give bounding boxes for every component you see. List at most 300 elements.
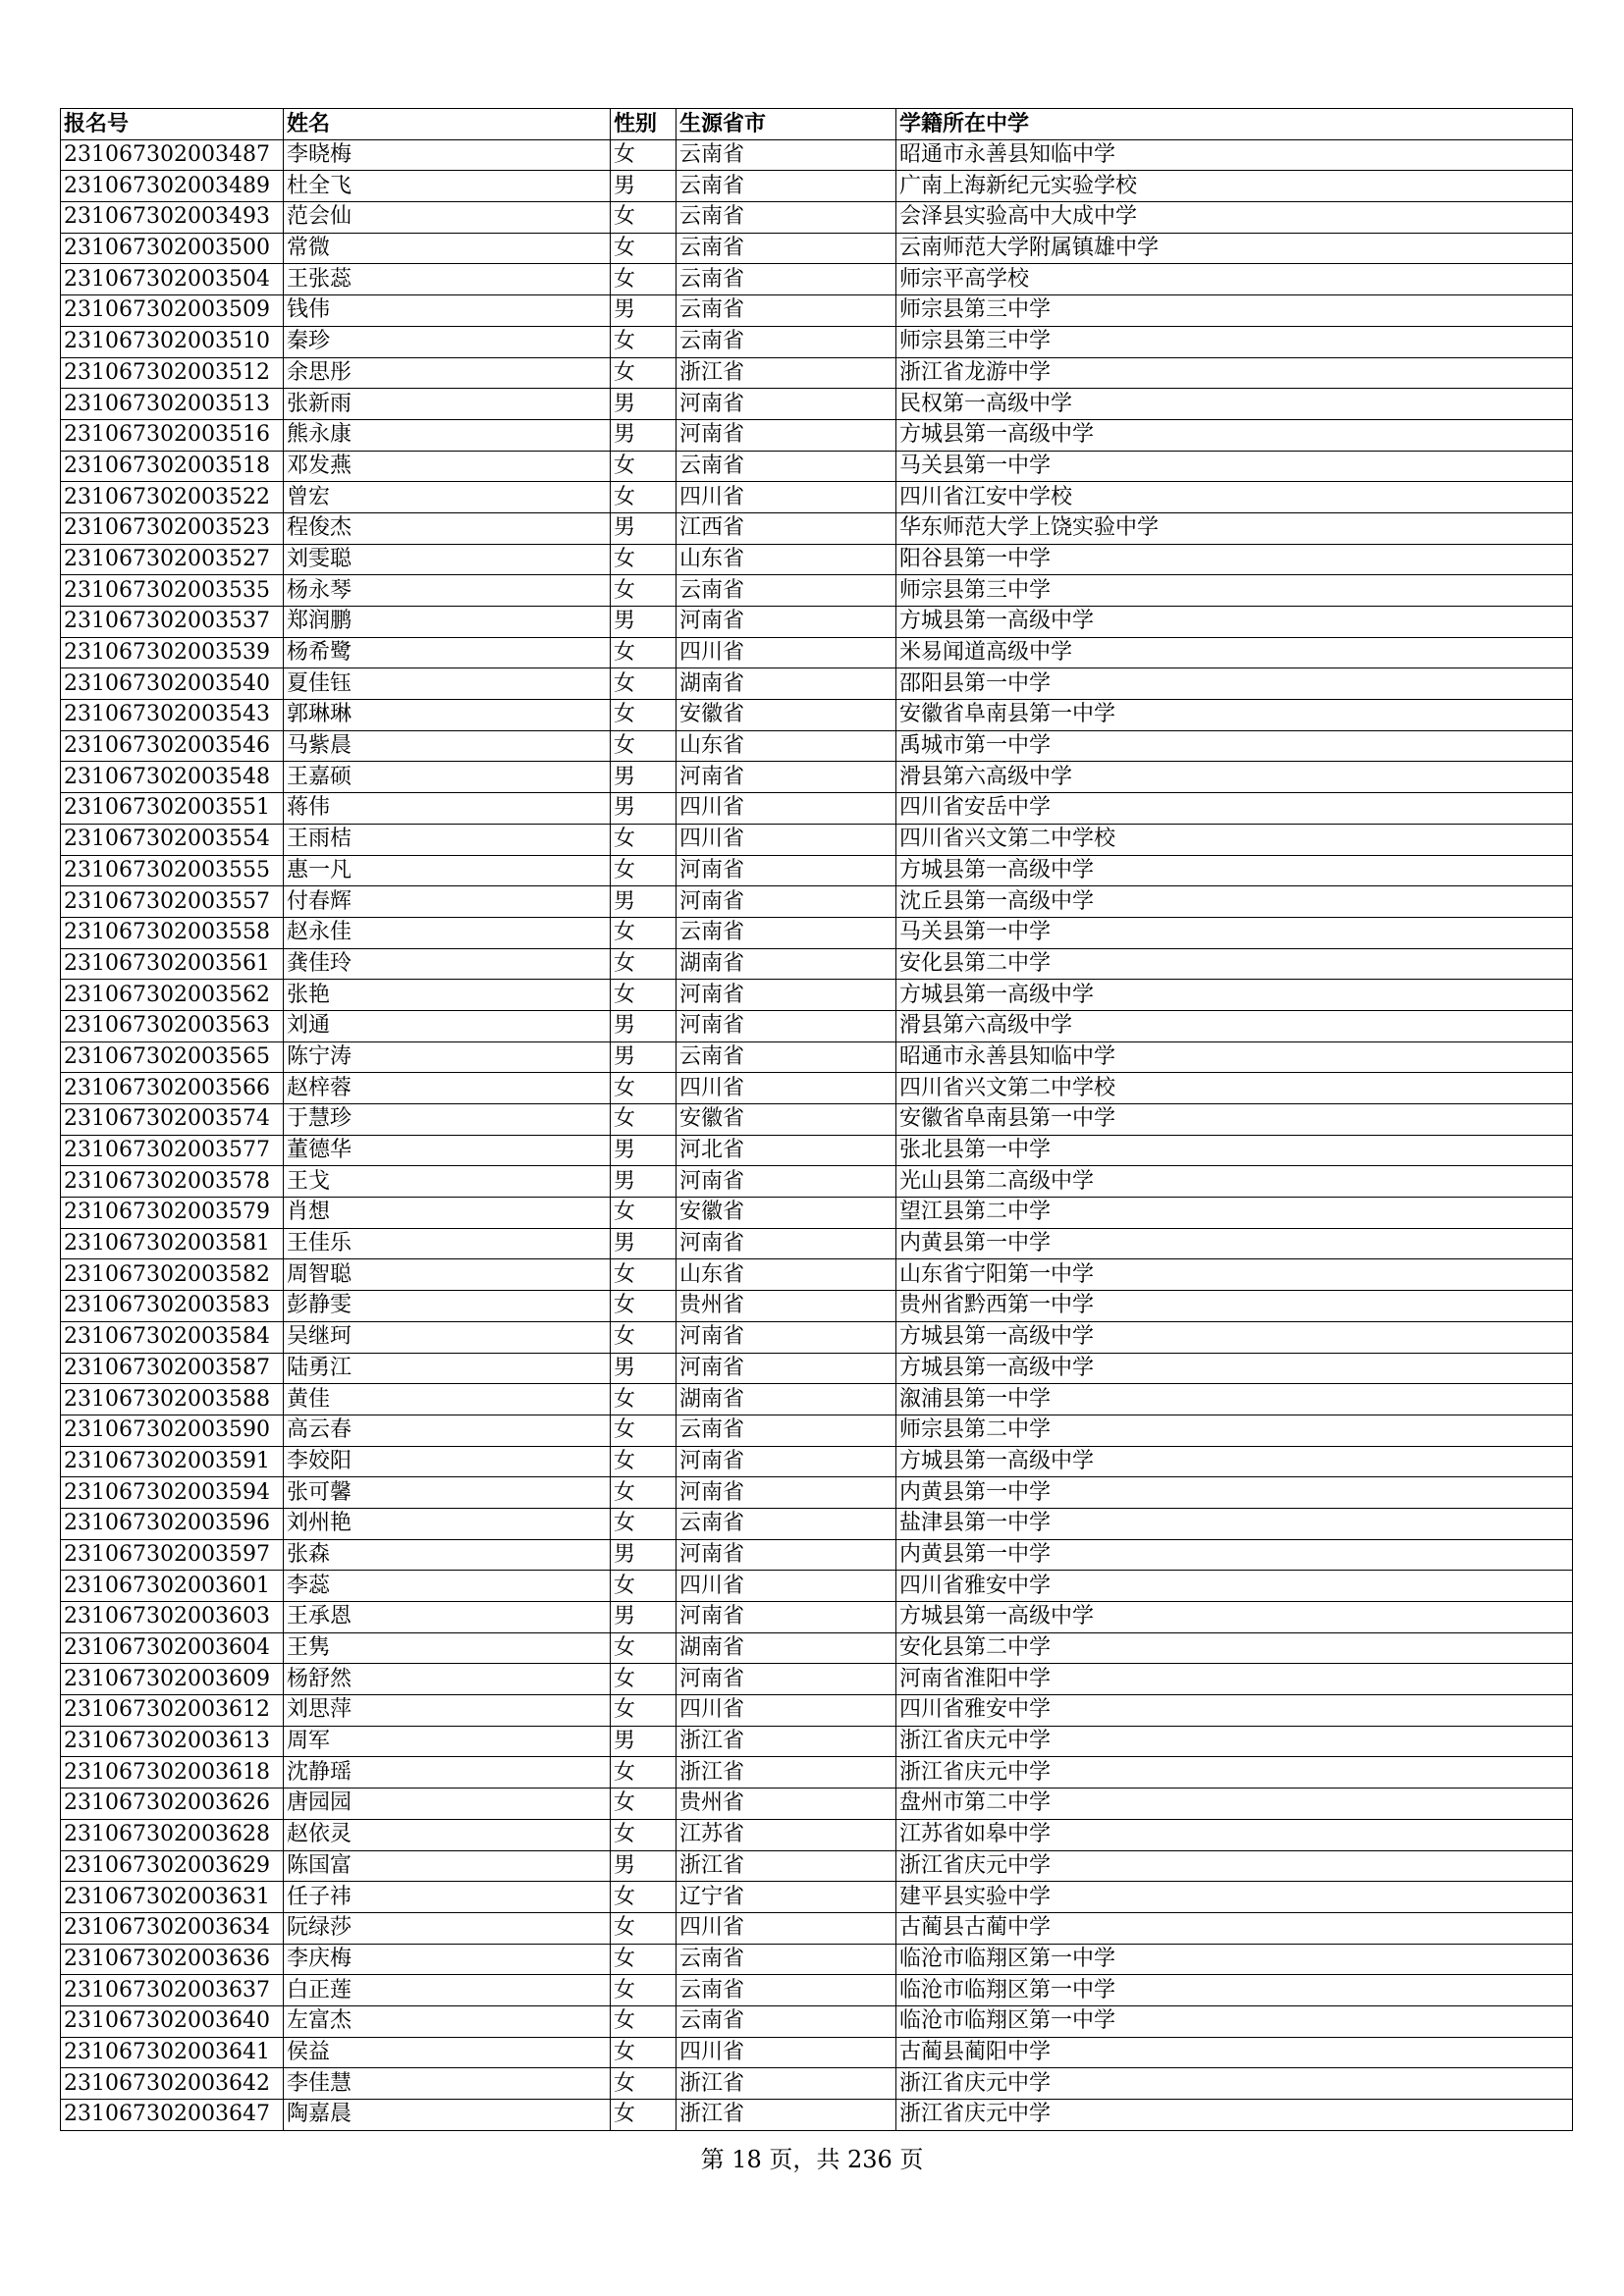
cell-province: 贵州省 xyxy=(677,1789,896,1820)
cell-gender: 女 xyxy=(611,2037,677,2068)
cell-registration-no: 231067302003590 xyxy=(61,1415,284,1446)
cell-registration-no: 231067302003504 xyxy=(61,264,284,295)
table-body xyxy=(61,139,1573,2130)
cell-province: 河南省 xyxy=(677,980,896,1011)
cell-school: 望江县第二中学 xyxy=(896,1198,1573,1229)
cell-name: 郭琳琳 xyxy=(284,700,611,731)
cell-name: 陶嘉晨 xyxy=(284,2100,611,2131)
cell-province: 湖南省 xyxy=(677,1384,896,1415)
cell-gender: 女 xyxy=(611,1477,677,1509)
cell-name: 左富杰 xyxy=(284,2005,611,2037)
cell-gender: 男 xyxy=(611,886,677,918)
cell-registration-no: 231067302003631 xyxy=(61,1882,284,1913)
cell-registration-no: 231067302003583 xyxy=(61,1291,284,1322)
cell-registration-no: 231067302003523 xyxy=(61,512,284,544)
cell-registration-no: 231067302003612 xyxy=(61,1695,284,1727)
cell-school: 方城县第一高级中学 xyxy=(896,1446,1573,1477)
cell-gender: 女 xyxy=(611,1944,677,1975)
cell-name: 惠一凡 xyxy=(284,855,611,886)
cell-gender: 女 xyxy=(611,2100,677,2131)
table-row xyxy=(61,668,1573,700)
cell-registration-no: 231067302003603 xyxy=(61,1602,284,1633)
cell-gender: 男 xyxy=(611,512,677,544)
cell-province: 河南省 xyxy=(677,1353,896,1384)
cell-province: 四川省 xyxy=(677,1695,896,1727)
cell-name: 陆勇江 xyxy=(284,1353,611,1384)
table-row xyxy=(61,1477,1573,1509)
cell-province: 四川省 xyxy=(677,1073,896,1104)
cell-school: 方城县第一高级中学 xyxy=(896,855,1573,886)
cell-name: 周智聪 xyxy=(284,1259,611,1291)
cell-province: 河南省 xyxy=(677,1446,896,1477)
cell-registration-no: 231067302003596 xyxy=(61,1508,284,1539)
cell-gender: 男 xyxy=(611,1726,677,1757)
cell-name: 刘通 xyxy=(284,1010,611,1041)
cell-province: 河南省 xyxy=(677,607,896,638)
cell-gender: 女 xyxy=(611,917,677,948)
cell-name: 程俊杰 xyxy=(284,512,611,544)
cell-school: 方城县第一高级中学 xyxy=(896,1321,1573,1353)
cell-name: 李蕊 xyxy=(284,1571,611,1602)
cell-registration-no: 231067302003597 xyxy=(61,1539,284,1571)
cell-school: 米易闻道高级中学 xyxy=(896,637,1573,668)
cell-province: 云南省 xyxy=(677,264,896,295)
cell-registration-no: 231067302003543 xyxy=(61,700,284,731)
cell-province: 河南省 xyxy=(677,419,896,451)
cell-province: 山东省 xyxy=(677,730,896,762)
cell-province: 浙江省 xyxy=(677,1850,896,1882)
cell-name: 杜全飞 xyxy=(284,171,611,202)
cell-name: 刘思萍 xyxy=(284,1695,611,1727)
cell-province: 四川省 xyxy=(677,1571,896,1602)
cell-registration-no: 231067302003647 xyxy=(61,2100,284,2131)
cell-school: 溆浦县第一中学 xyxy=(896,1384,1573,1415)
cell-province: 河南省 xyxy=(677,389,896,420)
cell-gender: 男 xyxy=(611,1166,677,1198)
cell-name: 王佳乐 xyxy=(284,1228,611,1259)
cell-gender: 女 xyxy=(611,1508,677,1539)
cell-name: 范会仙 xyxy=(284,202,611,234)
cell-name: 王隽 xyxy=(284,1632,611,1664)
cell-school: 临沧市临翔区第一中学 xyxy=(896,1975,1573,2006)
cell-gender: 女 xyxy=(611,264,677,295)
table-row xyxy=(61,1259,1573,1291)
table-row xyxy=(61,1539,1573,1571)
cell-province: 云南省 xyxy=(677,451,896,482)
cell-name: 刘州艳 xyxy=(284,1508,611,1539)
cell-registration-no: 231067302003594 xyxy=(61,1477,284,1509)
header-province: 生源省市 xyxy=(677,109,896,140)
cell-name: 马紫晨 xyxy=(284,730,611,762)
cell-name: 李庆梅 xyxy=(284,1944,611,1975)
cell-gender: 男 xyxy=(611,607,677,638)
cell-province: 江苏省 xyxy=(677,1819,896,1850)
cell-school: 临沧市临翔区第一中学 xyxy=(896,2005,1573,2037)
cell-school: 浙江省庆元中学 xyxy=(896,1757,1573,1789)
cell-registration-no: 231067302003609 xyxy=(61,1664,284,1695)
cell-name: 熊永康 xyxy=(284,419,611,451)
table-row xyxy=(61,295,1573,327)
cell-school: 四川省兴文第二中学校 xyxy=(896,1073,1573,1104)
cell-name: 王张蕊 xyxy=(284,264,611,295)
table-row xyxy=(61,139,1573,171)
cell-gender: 男 xyxy=(611,419,677,451)
table-row xyxy=(61,171,1573,202)
table-row xyxy=(61,637,1573,668)
cell-province: 四川省 xyxy=(677,2037,896,2068)
cell-registration-no: 231067302003509 xyxy=(61,295,284,327)
cell-gender: 女 xyxy=(611,1757,677,1789)
cell-school: 邵阳县第一中学 xyxy=(896,668,1573,700)
table-row xyxy=(61,700,1573,731)
cell-school: 马关县第一中学 xyxy=(896,451,1573,482)
cell-province: 河南省 xyxy=(677,1010,896,1041)
cell-gender: 女 xyxy=(611,1695,677,1727)
cell-name: 张艳 xyxy=(284,980,611,1011)
cell-registration-no: 231067302003641 xyxy=(61,2037,284,2068)
table-row xyxy=(61,1104,1573,1136)
cell-name: 曾宏 xyxy=(284,482,611,513)
cell-school: 四川省江安中学校 xyxy=(896,482,1573,513)
table-row xyxy=(61,1166,1573,1198)
table-row xyxy=(61,1850,1573,1882)
cell-name: 周军 xyxy=(284,1726,611,1757)
cell-name: 赵梓蓉 xyxy=(284,1073,611,1104)
header-name: 姓名 xyxy=(284,109,611,140)
cell-name: 侯益 xyxy=(284,2037,611,2068)
cell-gender: 女 xyxy=(611,1571,677,1602)
table-row xyxy=(61,1073,1573,1104)
cell-province: 河南省 xyxy=(677,855,896,886)
cell-registration-no: 231067302003561 xyxy=(61,948,284,980)
table-row xyxy=(61,1135,1573,1166)
cell-registration-no: 231067302003539 xyxy=(61,637,284,668)
cell-gender: 女 xyxy=(611,1259,677,1291)
cell-registration-no: 231067302003584 xyxy=(61,1321,284,1353)
cell-gender: 女 xyxy=(611,700,677,731)
cell-registration-no: 231067302003577 xyxy=(61,1135,284,1166)
table-row xyxy=(61,1632,1573,1664)
cell-name: 钱伟 xyxy=(284,295,611,327)
cell-gender: 女 xyxy=(611,855,677,886)
cell-gender: 女 xyxy=(611,326,677,357)
cell-province: 辽宁省 xyxy=(677,1882,896,1913)
cell-registration-no: 231067302003540 xyxy=(61,668,284,700)
cell-province: 云南省 xyxy=(677,202,896,234)
cell-gender: 女 xyxy=(611,948,677,980)
cell-registration-no: 231067302003636 xyxy=(61,1944,284,1975)
cell-province: 云南省 xyxy=(677,1415,896,1446)
cell-school: 师宗县第三中学 xyxy=(896,575,1573,607)
cell-school: 盐津县第一中学 xyxy=(896,1508,1573,1539)
cell-school: 四川省安岳中学 xyxy=(896,793,1573,825)
cell-gender: 女 xyxy=(611,2005,677,2037)
cell-school: 临沧市临翔区第一中学 xyxy=(896,1944,1573,1975)
table-row xyxy=(61,886,1573,918)
cell-registration-no: 231067302003626 xyxy=(61,1789,284,1820)
cell-registration-no: 231067302003581 xyxy=(61,1228,284,1259)
cell-name: 高云春 xyxy=(284,1415,611,1446)
table-row xyxy=(61,1757,1573,1789)
cell-registration-no: 231067302003555 xyxy=(61,855,284,886)
table-row xyxy=(61,762,1573,793)
cell-province: 云南省 xyxy=(677,233,896,264)
cell-name: 于慧珍 xyxy=(284,1104,611,1136)
table-row xyxy=(61,1664,1573,1695)
cell-name: 王嘉硕 xyxy=(284,762,611,793)
header-gender: 性别 xyxy=(611,109,677,140)
cell-registration-no: 231067302003518 xyxy=(61,451,284,482)
cell-registration-no: 231067302003634 xyxy=(61,1912,284,1944)
cell-school: 内黄县第一中学 xyxy=(896,1539,1573,1571)
cell-registration-no: 231067302003587 xyxy=(61,1353,284,1384)
cell-gender: 女 xyxy=(611,482,677,513)
cell-gender: 女 xyxy=(611,730,677,762)
cell-registration-no: 231067302003557 xyxy=(61,886,284,918)
cell-school: 浙江省龙游中学 xyxy=(896,357,1573,389)
cell-gender: 女 xyxy=(611,1073,677,1104)
cell-registration-no: 231067302003516 xyxy=(61,419,284,451)
table-row xyxy=(61,1975,1573,2006)
table-row xyxy=(61,512,1573,544)
cell-school: 古蔺县古蔺中学 xyxy=(896,1912,1573,1944)
cell-school: 广南上海新纪元实验学校 xyxy=(896,171,1573,202)
table-row xyxy=(61,326,1573,357)
cell-gender: 女 xyxy=(611,202,677,234)
cell-province: 安徽省 xyxy=(677,1104,896,1136)
cell-school: 浙江省庆元中学 xyxy=(896,1850,1573,1882)
table-row xyxy=(61,1415,1573,1446)
cell-gender: 女 xyxy=(611,1321,677,1353)
cell-school: 建平县实验中学 xyxy=(896,1882,1573,1913)
cell-school: 沈丘县第一高级中学 xyxy=(896,886,1573,918)
cell-school: 方城县第一高级中学 xyxy=(896,1602,1573,1633)
cell-registration-no: 231067302003582 xyxy=(61,1259,284,1291)
cell-name: 张森 xyxy=(284,1539,611,1571)
cell-school: 四川省雅安中学 xyxy=(896,1695,1573,1727)
cell-gender: 女 xyxy=(611,451,677,482)
cell-school: 方城县第一高级中学 xyxy=(896,980,1573,1011)
cell-school: 张北县第一中学 xyxy=(896,1135,1573,1166)
cell-registration-no: 231067302003588 xyxy=(61,1384,284,1415)
table-row xyxy=(61,482,1573,513)
cell-gender: 男 xyxy=(611,295,677,327)
cell-school: 禹城市第一中学 xyxy=(896,730,1573,762)
cell-province: 浙江省 xyxy=(677,357,896,389)
table-row xyxy=(61,2100,1573,2131)
cell-province: 贵州省 xyxy=(677,1291,896,1322)
cell-registration-no: 231067302003637 xyxy=(61,1975,284,2006)
cell-name: 蒋伟 xyxy=(284,793,611,825)
cell-province: 浙江省 xyxy=(677,1726,896,1757)
cell-name: 董德华 xyxy=(284,1135,611,1166)
cell-gender: 男 xyxy=(611,389,677,420)
cell-registration-no: 231067302003563 xyxy=(61,1010,284,1041)
cell-school: 四川省雅安中学 xyxy=(896,1571,1573,1602)
cell-name: 秦珍 xyxy=(284,326,611,357)
cell-registration-no: 231067302003527 xyxy=(61,544,284,575)
table-row xyxy=(61,1321,1573,1353)
header-row xyxy=(61,109,1573,140)
cell-name: 余思彤 xyxy=(284,357,611,389)
cell-name: 夏佳钰 xyxy=(284,668,611,700)
table-row xyxy=(61,233,1573,264)
cell-registration-no: 231067302003512 xyxy=(61,357,284,389)
cell-registration-no: 231067302003574 xyxy=(61,1104,284,1136)
table-row xyxy=(61,1726,1573,1757)
cell-registration-no: 231067302003628 xyxy=(61,1819,284,1850)
cell-registration-no: 231067302003601 xyxy=(61,1571,284,1602)
cell-name: 张可馨 xyxy=(284,1477,611,1509)
cell-province: 云南省 xyxy=(677,575,896,607)
table-row xyxy=(61,1353,1573,1384)
cell-school: 内黄县第一中学 xyxy=(896,1477,1573,1509)
header-school: 学籍所在中学 xyxy=(896,109,1573,140)
table-row xyxy=(61,2037,1573,2068)
cell-name: 阮绿莎 xyxy=(284,1912,611,1944)
table-row xyxy=(61,1010,1573,1041)
table-row xyxy=(61,544,1573,575)
table-row xyxy=(61,1508,1573,1539)
cell-registration-no: 231067302003629 xyxy=(61,1850,284,1882)
cell-registration-no: 231067302003513 xyxy=(61,389,284,420)
cell-province: 云南省 xyxy=(677,171,896,202)
cell-registration-no: 231067302003640 xyxy=(61,2005,284,2037)
cell-gender: 男 xyxy=(611,1539,677,1571)
table-row xyxy=(61,1695,1573,1727)
cell-gender: 女 xyxy=(611,1291,677,1322)
cell-school: 四川省兴文第二中学校 xyxy=(896,824,1573,855)
cell-registration-no: 231067302003489 xyxy=(61,171,284,202)
table-row xyxy=(61,1789,1573,1820)
table-row xyxy=(61,1912,1573,1944)
cell-name: 常微 xyxy=(284,233,611,264)
table-row xyxy=(61,1384,1573,1415)
cell-registration-no: 231067302003642 xyxy=(61,2068,284,2100)
cell-province: 河南省 xyxy=(677,1664,896,1695)
cell-registration-no: 231067302003562 xyxy=(61,980,284,1011)
cell-name: 杨永琴 xyxy=(284,575,611,607)
cell-school: 师宗县第三中学 xyxy=(896,326,1573,357)
table-row xyxy=(61,1198,1573,1229)
cell-registration-no: 231067302003558 xyxy=(61,917,284,948)
cell-name: 刘雯聪 xyxy=(284,544,611,575)
table-row xyxy=(61,575,1573,607)
cell-school: 安化县第二中学 xyxy=(896,1632,1573,1664)
cell-province: 安徽省 xyxy=(677,1198,896,1229)
cell-school: 盘州市第二中学 xyxy=(896,1789,1573,1820)
cell-school: 浙江省庆元中学 xyxy=(896,2068,1573,2100)
cell-gender: 男 xyxy=(611,1602,677,1633)
cell-school: 方城县第一高级中学 xyxy=(896,419,1573,451)
table-row xyxy=(61,1602,1573,1633)
cell-gender: 女 xyxy=(611,1198,677,1229)
table-row xyxy=(61,793,1573,825)
cell-registration-no: 231067302003618 xyxy=(61,1757,284,1789)
cell-province: 山东省 xyxy=(677,1259,896,1291)
cell-gender: 女 xyxy=(611,575,677,607)
table-row xyxy=(61,607,1573,638)
cell-name: 杨希鹭 xyxy=(284,637,611,668)
cell-province: 云南省 xyxy=(677,326,896,357)
cell-registration-no: 231067302003604 xyxy=(61,1632,284,1664)
cell-school: 江苏省如皋中学 xyxy=(896,1819,1573,1850)
cell-gender: 男 xyxy=(611,1041,677,1073)
cell-province: 云南省 xyxy=(677,1975,896,2006)
cell-name: 龚佳玲 xyxy=(284,948,611,980)
cell-gender: 女 xyxy=(611,1632,677,1664)
cell-registration-no: 231067302003546 xyxy=(61,730,284,762)
cell-school: 华东师范大学上饶实验中学 xyxy=(896,512,1573,544)
table-row xyxy=(61,202,1573,234)
cell-name: 吴继珂 xyxy=(284,1321,611,1353)
cell-gender: 男 xyxy=(611,793,677,825)
cell-province: 云南省 xyxy=(677,295,896,327)
cell-school: 山东省宁阳第一中学 xyxy=(896,1259,1573,1291)
cell-name: 沈静瑶 xyxy=(284,1757,611,1789)
cell-school: 马关县第一中学 xyxy=(896,917,1573,948)
cell-province: 云南省 xyxy=(677,1944,896,1975)
cell-province: 湖南省 xyxy=(677,1632,896,1664)
cell-gender: 男 xyxy=(611,1353,677,1384)
cell-name: 肖想 xyxy=(284,1198,611,1229)
cell-gender: 男 xyxy=(611,762,677,793)
cell-school: 安徽省阜南县第一中学 xyxy=(896,1104,1573,1136)
table-row xyxy=(61,2068,1573,2100)
cell-gender: 女 xyxy=(611,233,677,264)
table-row xyxy=(61,1291,1573,1322)
cell-province: 四川省 xyxy=(677,482,896,513)
cell-province: 浙江省 xyxy=(677,2100,896,2131)
cell-school: 古蔺县蔺阳中学 xyxy=(896,2037,1573,2068)
cell-registration-no: 231067302003551 xyxy=(61,793,284,825)
cell-gender: 女 xyxy=(611,1104,677,1136)
cell-school: 方城县第一高级中学 xyxy=(896,1353,1573,1384)
cell-province: 河南省 xyxy=(677,1166,896,1198)
cell-name: 付春辉 xyxy=(284,886,611,918)
cell-name: 陈宁涛 xyxy=(284,1041,611,1073)
cell-school: 师宗县第三中学 xyxy=(896,295,1573,327)
cell-province: 浙江省 xyxy=(677,2068,896,2100)
cell-name: 任子祎 xyxy=(284,1882,611,1913)
cell-school: 师宗县第二中学 xyxy=(896,1415,1573,1446)
cell-school: 昭通市永善县知临中学 xyxy=(896,139,1573,171)
cell-name: 李佳慧 xyxy=(284,2068,611,2100)
cell-gender: 男 xyxy=(611,1135,677,1166)
cell-province: 云南省 xyxy=(677,2005,896,2037)
cell-province: 四川省 xyxy=(677,1912,896,1944)
cell-school: 安徽省阜南县第一中学 xyxy=(896,700,1573,731)
cell-province: 河南省 xyxy=(677,1477,896,1509)
table-row xyxy=(61,419,1573,451)
cell-gender: 男 xyxy=(611,1228,677,1259)
cell-registration-no: 231067302003535 xyxy=(61,575,284,607)
cell-gender: 女 xyxy=(611,1912,677,1944)
table-row xyxy=(61,451,1573,482)
table-row xyxy=(61,1041,1573,1073)
cell-registration-no: 231067302003493 xyxy=(61,202,284,234)
table-row xyxy=(61,1571,1573,1602)
cell-registration-no: 231067302003522 xyxy=(61,482,284,513)
cell-province: 湖南省 xyxy=(677,668,896,700)
cell-province: 四川省 xyxy=(677,824,896,855)
cell-gender: 女 xyxy=(611,1415,677,1446)
table-row xyxy=(61,730,1573,762)
table-row xyxy=(61,357,1573,389)
cell-school: 方城县第一高级中学 xyxy=(896,607,1573,638)
cell-school: 贵州省黔西第一中学 xyxy=(896,1291,1573,1322)
cell-name: 赵永佳 xyxy=(284,917,611,948)
